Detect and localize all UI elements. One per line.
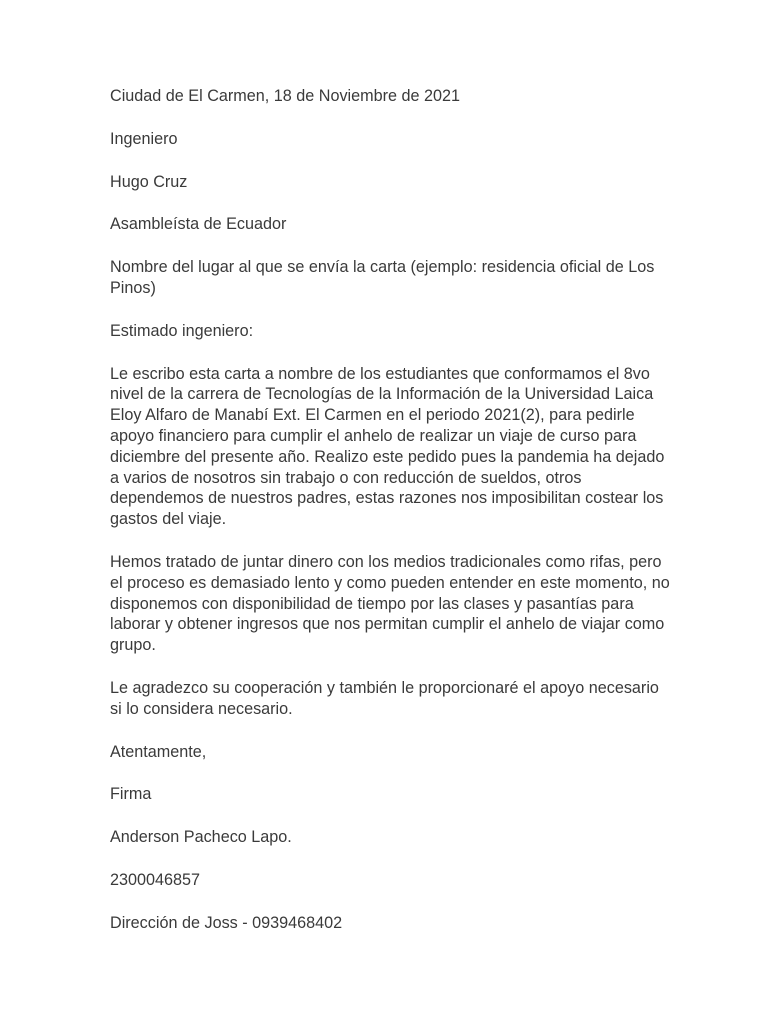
salutation: Estimado ingeniero: <box>110 321 254 340</box>
body-paragraph-3: Le agradezco su cooperación y también le proporcionaré el apoyo necesario si lo considera necesario. <box>110 678 659 718</box>
recipient-title: Ingeniero <box>110 129 178 148</box>
sender-id: 2300046857 <box>110 870 201 889</box>
letter-body <box>110 86 670 934</box>
recipient-place: Nombre del lugar al que se envía la carta (ejemplo: residencia oficial de Los Pinos) <box>110 258 655 297</box>
closing: Atentamente, <box>110 742 207 761</box>
recipient-position: Asambleísta de Ecuador <box>110 215 287 234</box>
body-paragraph-1: Le escribo esta carta a nombre de los estudiantes que conformamos el 8vo nivel de la carrera de Tecnologías de la Información de la Universidad Laica Eloy Alfaro de Manabí Ext. El Carmen en el periodo 2021(2), para pedirle apoyo financiero para cumplir el anhelo de realizar un viaje de curso para diciembre del presente año. Realizo este pedido pues la pandemia ha dejado a varios de nosotros sin trabajo o con reducción de sueldos, otros dependemos de nuestros padres, estas razones nos imposibilitan costear los gastos del viaje. <box>110 364 665 529</box>
body-paragraph-2: Hemos tratado de juntar dinero con los medios tradicionales como rifas, pero el proceso es demasiado lento y como pueden entender en este momento, no disponemos con disponibilidad de tiempo por las clases y pasantías para laborar y obtener ingresos que nos permitan cumplir el anhelo de viajar como grupo. <box>110 552 670 655</box>
recipient-name: Hugo Cruz <box>110 172 188 191</box>
date-line: Ciudad de El Carmen, 18 de Noviembre de 2021 <box>110 87 461 105</box>
sender-name: Anderson Pacheco Lapo. <box>110 828 292 847</box>
signature-label: Firma <box>110 785 152 804</box>
sender-contact: Dirección de Joss - 0939468402 <box>110 913 343 932</box>
